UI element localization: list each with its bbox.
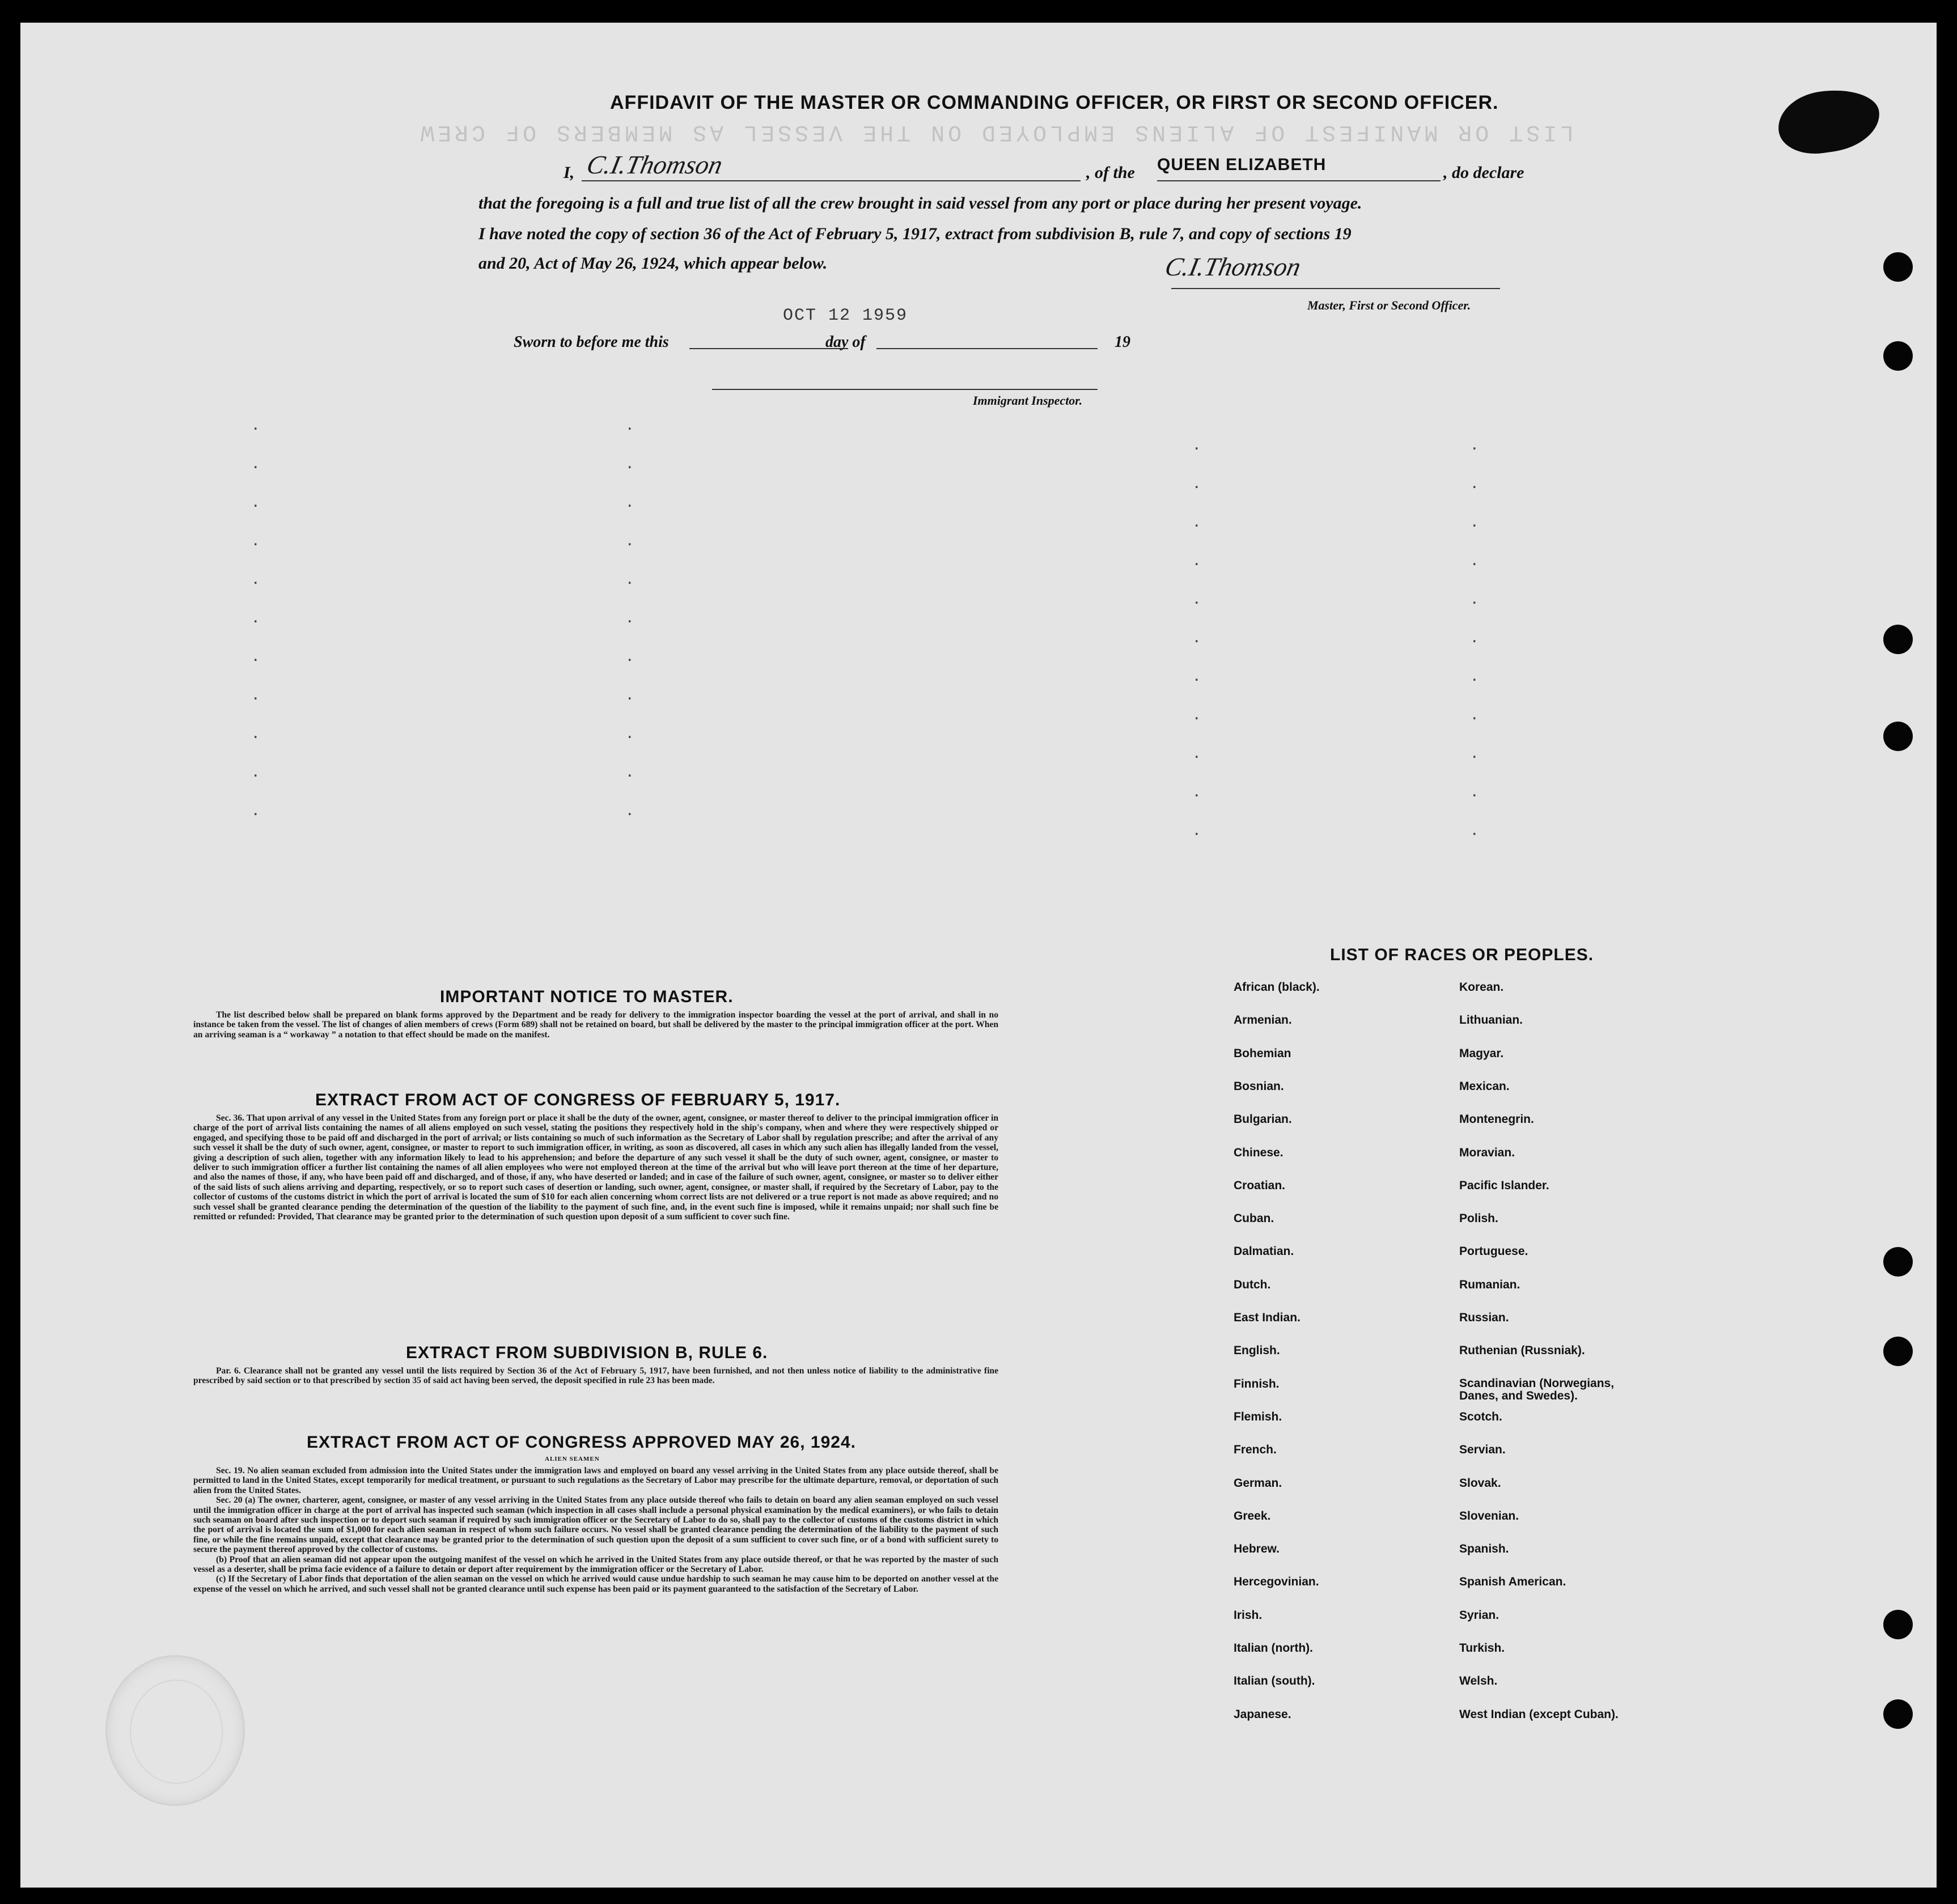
race-item: Mexican. <box>1459 1079 1510 1093</box>
extract-1924-title: EXTRACT FROM ACT OF CONGRESS APPROVED MAY 26, 1924. <box>307 1433 856 1452</box>
race-item: Italian (north). <box>1234 1642 1313 1655</box>
race-item: Turkish. <box>1459 1642 1505 1655</box>
extract-1917-title: EXTRACT FROM ACT OF CONGRESS OF FEBRUARY 5, 1917. <box>315 1091 841 1109</box>
race-item: Bohemian <box>1234 1046 1291 1060</box>
race-item: Lithuanian. <box>1459 1014 1523 1027</box>
race-item: Spanish American. <box>1459 1575 1566 1589</box>
race-item: Finnish. <box>1234 1377 1280 1390</box>
affidavit-line-2: that the foregoing is a full and true list of all the crew brought in said vessel from any port or place during her present voyage. <box>478 194 1362 213</box>
dot-leaders: . . . . . . . . . . . <box>627 413 633 820</box>
date-stamp: OCT 12 1959 <box>783 306 908 325</box>
race-item: English. <box>1234 1344 1280 1358</box>
day-of-label: day of <box>825 333 866 351</box>
race-item: Slovenian. <box>1459 1509 1519 1523</box>
sworn-month-line <box>876 348 1098 349</box>
inspector-line <box>712 389 1098 390</box>
sec-20c-text: (c) If the Secretary of Labor finds that deportation of the alien seaman on the vessel on which he arrived would cause undue hardship to such seaman he may cause him to be deported on another vessel at the expense of the vessel on which he arrived, and such vessel shall not be granted clearance until such expense has been paid or its payment guaranteed to the satisfaction of the Secretary of Labor. <box>193 1574 998 1594</box>
signature-line <box>1171 288 1500 289</box>
document-page <box>20 23 1937 1888</box>
race-item: Montenegrin. <box>1459 1113 1534 1126</box>
race-item: Irish. <box>1234 1608 1263 1622</box>
race-item: Croatian. <box>1234 1178 1286 1192</box>
race-item: German. <box>1234 1476 1282 1490</box>
race-item: Ruthenian (Russniak). <box>1459 1344 1585 1358</box>
race-item: Cuban. <box>1234 1212 1274 1225</box>
race-item: Portuguese. <box>1459 1245 1528 1258</box>
inspector-label: Immigrant Inspector. <box>973 393 1083 408</box>
race-item: Korean. <box>1459 981 1504 994</box>
of-the-label: , of the <box>1086 163 1135 182</box>
race-item: Moravian. <box>1459 1146 1515 1159</box>
race-item: East Indian. <box>1234 1311 1301 1324</box>
hole-punch <box>1883 1337 1913 1366</box>
race-item: Magyar. <box>1459 1046 1504 1060</box>
master-label: Master, First or Second Officer. <box>1307 298 1471 312</box>
race-item: French. <box>1234 1443 1277 1457</box>
race-item: Pacific Islander. <box>1459 1178 1549 1192</box>
sworn-day-line <box>689 348 848 349</box>
hole-punch <box>1883 1247 1913 1277</box>
race-item: Dutch. <box>1234 1278 1271 1291</box>
hole-punch <box>1883 252 1913 282</box>
hole-punch <box>1883 1610 1913 1639</box>
affidavit-title: AFFIDAVIT OF THE MASTER OR COMMANDING OFFICER, OR FIRST OR SECOND OFFICER. <box>610 92 1499 113</box>
bleed-through-text: LIST OR MANIFEST OF ALIENS EMPLOYED ON THE VESSEL AS MEMBERS OF CREW <box>417 119 1574 145</box>
year-label: 19 <box>1115 333 1130 351</box>
hole-punch <box>1883 341 1913 371</box>
race-item: Servian. <box>1459 1443 1506 1457</box>
race-item: Slovak. <box>1459 1476 1501 1490</box>
dot-leaders: . . . . . . . . . . . <box>1472 432 1477 839</box>
race-item: Bosnian. <box>1234 1079 1284 1093</box>
dot-leaders: . . . . . . . . . . . <box>253 413 259 820</box>
extract-1924-text <box>193 1466 998 1594</box>
race-item: Hercegovinian. <box>1234 1575 1319 1589</box>
do-declare-label: , do declare <box>1443 163 1524 182</box>
race-item: Rumanian. <box>1459 1278 1520 1291</box>
ink-blot <box>1774 84 1883 159</box>
races-title: LIST OF RACES OR PEOPLES. <box>1330 945 1594 964</box>
ship-name: QUEEN ELIZABETH <box>1157 155 1327 174</box>
hole-punch <box>1883 722 1913 751</box>
rule-6-title: EXTRACT FROM SUBDIVISION B, RULE 6. <box>406 1343 768 1362</box>
alien-seamen-heading: ALIEN SEAMEN <box>545 1456 600 1462</box>
rule-6-text: Par. 6. Clearance shall not be granted any vessel until the lists required by Section 36 of the Act of February 5, 1917, have been furnished, and not then unless notice of liability to the administrative fine prescribed by said section or to that prescribed by section 35 of said act having been served, the deposit specified in rule 23 has been made. <box>193 1366 998 1386</box>
race-item: Scotch. <box>1459 1410 1502 1423</box>
extract-1917-text: Sec. 36. That upon arrival of any vessel in the United States from any foreign port or place it shall be the duty of the owner, agent, consignee, or master thereof to deliver to the principal immigration officer in charge of the port of arrival lists containing the names of all aliens employed on such vessel, stating the positions they respectively hold in the ship's company, when and where they were respectively shipped or engaged, and specifying those to be paid off and discharged in the port of arrival; or lists containing so much of such information as the Secretary of Labor shall by regulation prescribe; and after the arrival of any such vessel it shall be the duty of such owner, agent, consignee, or master to report to such immigration officer, in writing, as soon as discovered, all cases in which any such alien has illegally landed from the vessel, giving a description of such alien, together with any information likely to lead to his apprehension; and before the departure of any such vessel it shall be the duty of such owner, agent, consignee, or master to deliver to such immigration officer a further list containing the names of all alien employees who were not employed thereon at the time of the arrival but who will leave port thereon at the time of her departure, and also the names of those, if any, who have been paid off and discharged, and of those, if any, who have deserted or landed; and in case of the failure of such owner, agent, consignee, or master so to deliver either of the said lists of such aliens arriving and departing, respectively, or so to report such cases of desertion or landing, such owner, agent, consignee, or master shall, if required by the Secretary of Labor, pay to the collector of customs of the customs district in which the port of arrival is located the sum of $10 for each alien concerning whom correct lists are not delivered or a true report is not made as above required; and no such vessel shall be granted clearance pending the determination of the question of the liability to the payment of such fine, and, in the event such fine is imposed, while it remains unpaid; nor shall such fine be remitted or refunded: Provided, That clearance may be granted prior to the determination of such question upon deposit of a sum sufficient to cover such fine. <box>193 1113 998 1222</box>
sec-19-text: Sec. 19. No alien seaman excluded from admission into the United States under the immigration laws and employed on board any vessel arriving in the United States from any place outside thereof, shall be permitted to land in the United States, except temporarily for medical treatment, or pursuant to such regulations as the Secretary of Labor may prescribe for the ultimate departure, removal, or deportation of such alien from the United States. <box>193 1466 998 1495</box>
affidavit-line-4: and 20, Act of May 26, 1924, which appear below. <box>478 254 828 273</box>
race-item: Chinese. <box>1234 1146 1284 1159</box>
master-signature-inline: C.I.Thomson <box>584 150 726 179</box>
race-item: Polish. <box>1459 1212 1498 1225</box>
race-item: African (black). <box>1234 981 1320 994</box>
hole-punch <box>1883 625 1913 654</box>
race-item: Italian (south). <box>1234 1674 1315 1688</box>
race-item: Greek. <box>1234 1509 1271 1523</box>
i-label: I, <box>564 163 575 182</box>
race-item: Hebrew. <box>1234 1542 1280 1556</box>
race-item: West Indian (except Cuban). <box>1459 1707 1619 1721</box>
race-item: Armenian. <box>1234 1014 1292 1027</box>
affidavit-line-3: I have noted the copy of section 36 of the Act of February 5, 1917, extract from subdivision B, rule 7, and copy of sections 19 <box>478 224 1352 243</box>
notice-text: The list described below shall be prepared on blank forms approved by the Department and be ready for delivery to the immigration inspector boarding the vessel at the port of arrival, and shall in no instance be taken from the vessel. The list of changes of alien members of crews (Form 689) shall not be retained on board, but shall be delivered by the master to the principal immigration officer at the port. When an arriving seaman is a “ workaway ” a notation to that effect should be made on the manifest. <box>193 1010 998 1040</box>
race-item: Flemish. <box>1234 1410 1282 1423</box>
notice-title: IMPORTANT NOTICE TO MASTER. <box>440 987 734 1006</box>
race-item: Japanese. <box>1234 1707 1291 1721</box>
race-item: Welsh. <box>1459 1674 1498 1688</box>
race-item: Syrian. <box>1459 1608 1499 1622</box>
embossed-seal <box>105 1655 245 1806</box>
name-line <box>582 180 1081 181</box>
sec-20a-text: Sec. 20 (a) The owner, charterer, agent, consignee, or master of any vessel arriving in the United States from any place outside thereof who fails to detain on board any alien seaman employed on such vessel until the immigration officer in charge at the port of arrival has inspected such seaman (which inspection in all cases shall include a personal physical examination by the medical examiners), or who fails to detain such seaman on board after such inspection or to deport such seaman if required by such immigration officer or the Secretary of Labor to do so, shall pay to the collector of customs of the customs district in which the port of arrival is located the sum of $1,000 for each alien seaman in respect of whom such failure occurs. No vessel shall be granted clearance pending the determination of the liability to the payment of such fine, or while the fine remains unpaid, except that clearance may be granted prior to the determination of such question upon the deposit of a sum sufficient to cover such fine, or of a bond with sufficient surety to secure the payment thereof approved by the collector of customs. <box>193 1495 998 1555</box>
race-item: Spanish. <box>1459 1542 1509 1556</box>
master-signature: C.I.Thomson <box>1162 252 1304 281</box>
dot-leaders: . . . . . . . . . . . <box>1194 432 1200 839</box>
ship-line <box>1157 180 1441 181</box>
race-item: Scandinavian (Norwegians, Danes, and Swedes). <box>1459 1376 1615 1402</box>
sec-20b-text: (b) Proof that an alien seaman did not appear upon the outgoing manifest of the vessel on which he arrived in the United States from any place outside thereof, or that he was reported by the master of such vessel as a deserter, shall be prima facie evidence of a failure to detain or deport after requirement by the immigration officer or the Secretary of Labor. <box>193 1554 998 1575</box>
race-item: Dalmatian. <box>1234 1245 1294 1258</box>
sworn-label: Sworn to before me this <box>514 333 669 351</box>
race-item: Bulgarian. <box>1234 1113 1292 1126</box>
hole-punch <box>1883 1699 1913 1729</box>
race-item: Russian. <box>1459 1311 1509 1324</box>
